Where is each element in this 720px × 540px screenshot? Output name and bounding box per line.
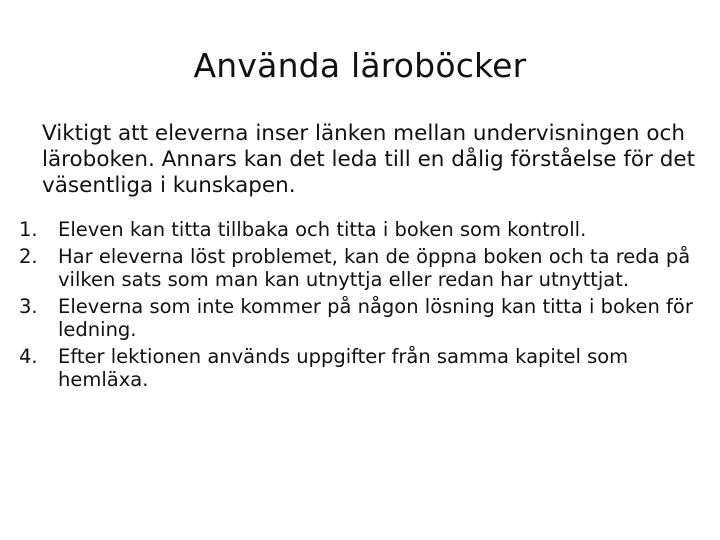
list-item [0,345,715,391]
list-item [0,218,715,241]
list-item-number: 1. [19,218,38,241]
list-item [0,245,715,291]
list-item [0,295,715,341]
list-item-number: 2. [19,245,38,268]
slide-title: Använda läroböcker [193,46,527,85]
list-item-text: Efter lektionen används uppgifter från samma kapitel som hemläxa. [58,345,629,391]
list-item-text: Har eleverna löst problemet, kan de öppna boken och ta reda på vilken sats som man kan utnyttja eller redan har utnyttjat. [58,245,691,291]
list-item-number: 3. [19,295,38,318]
list-item-text: Eleverna som inte kommer på någon lösning kan titta i boken för ledning. [58,295,693,341]
list-item-number: 4. [19,345,38,368]
intro-paragraph: Viktigt att eleverna inser länken mellan undervisningen och läroboken. Annars kan det leda till en dålig förståelse för det väsentliga i kunskapen. [42,121,696,198]
list-item-text: Eleven kan titta tillbaka och titta i boken som kontroll. [58,218,587,241]
numbered-list [0,218,715,395]
